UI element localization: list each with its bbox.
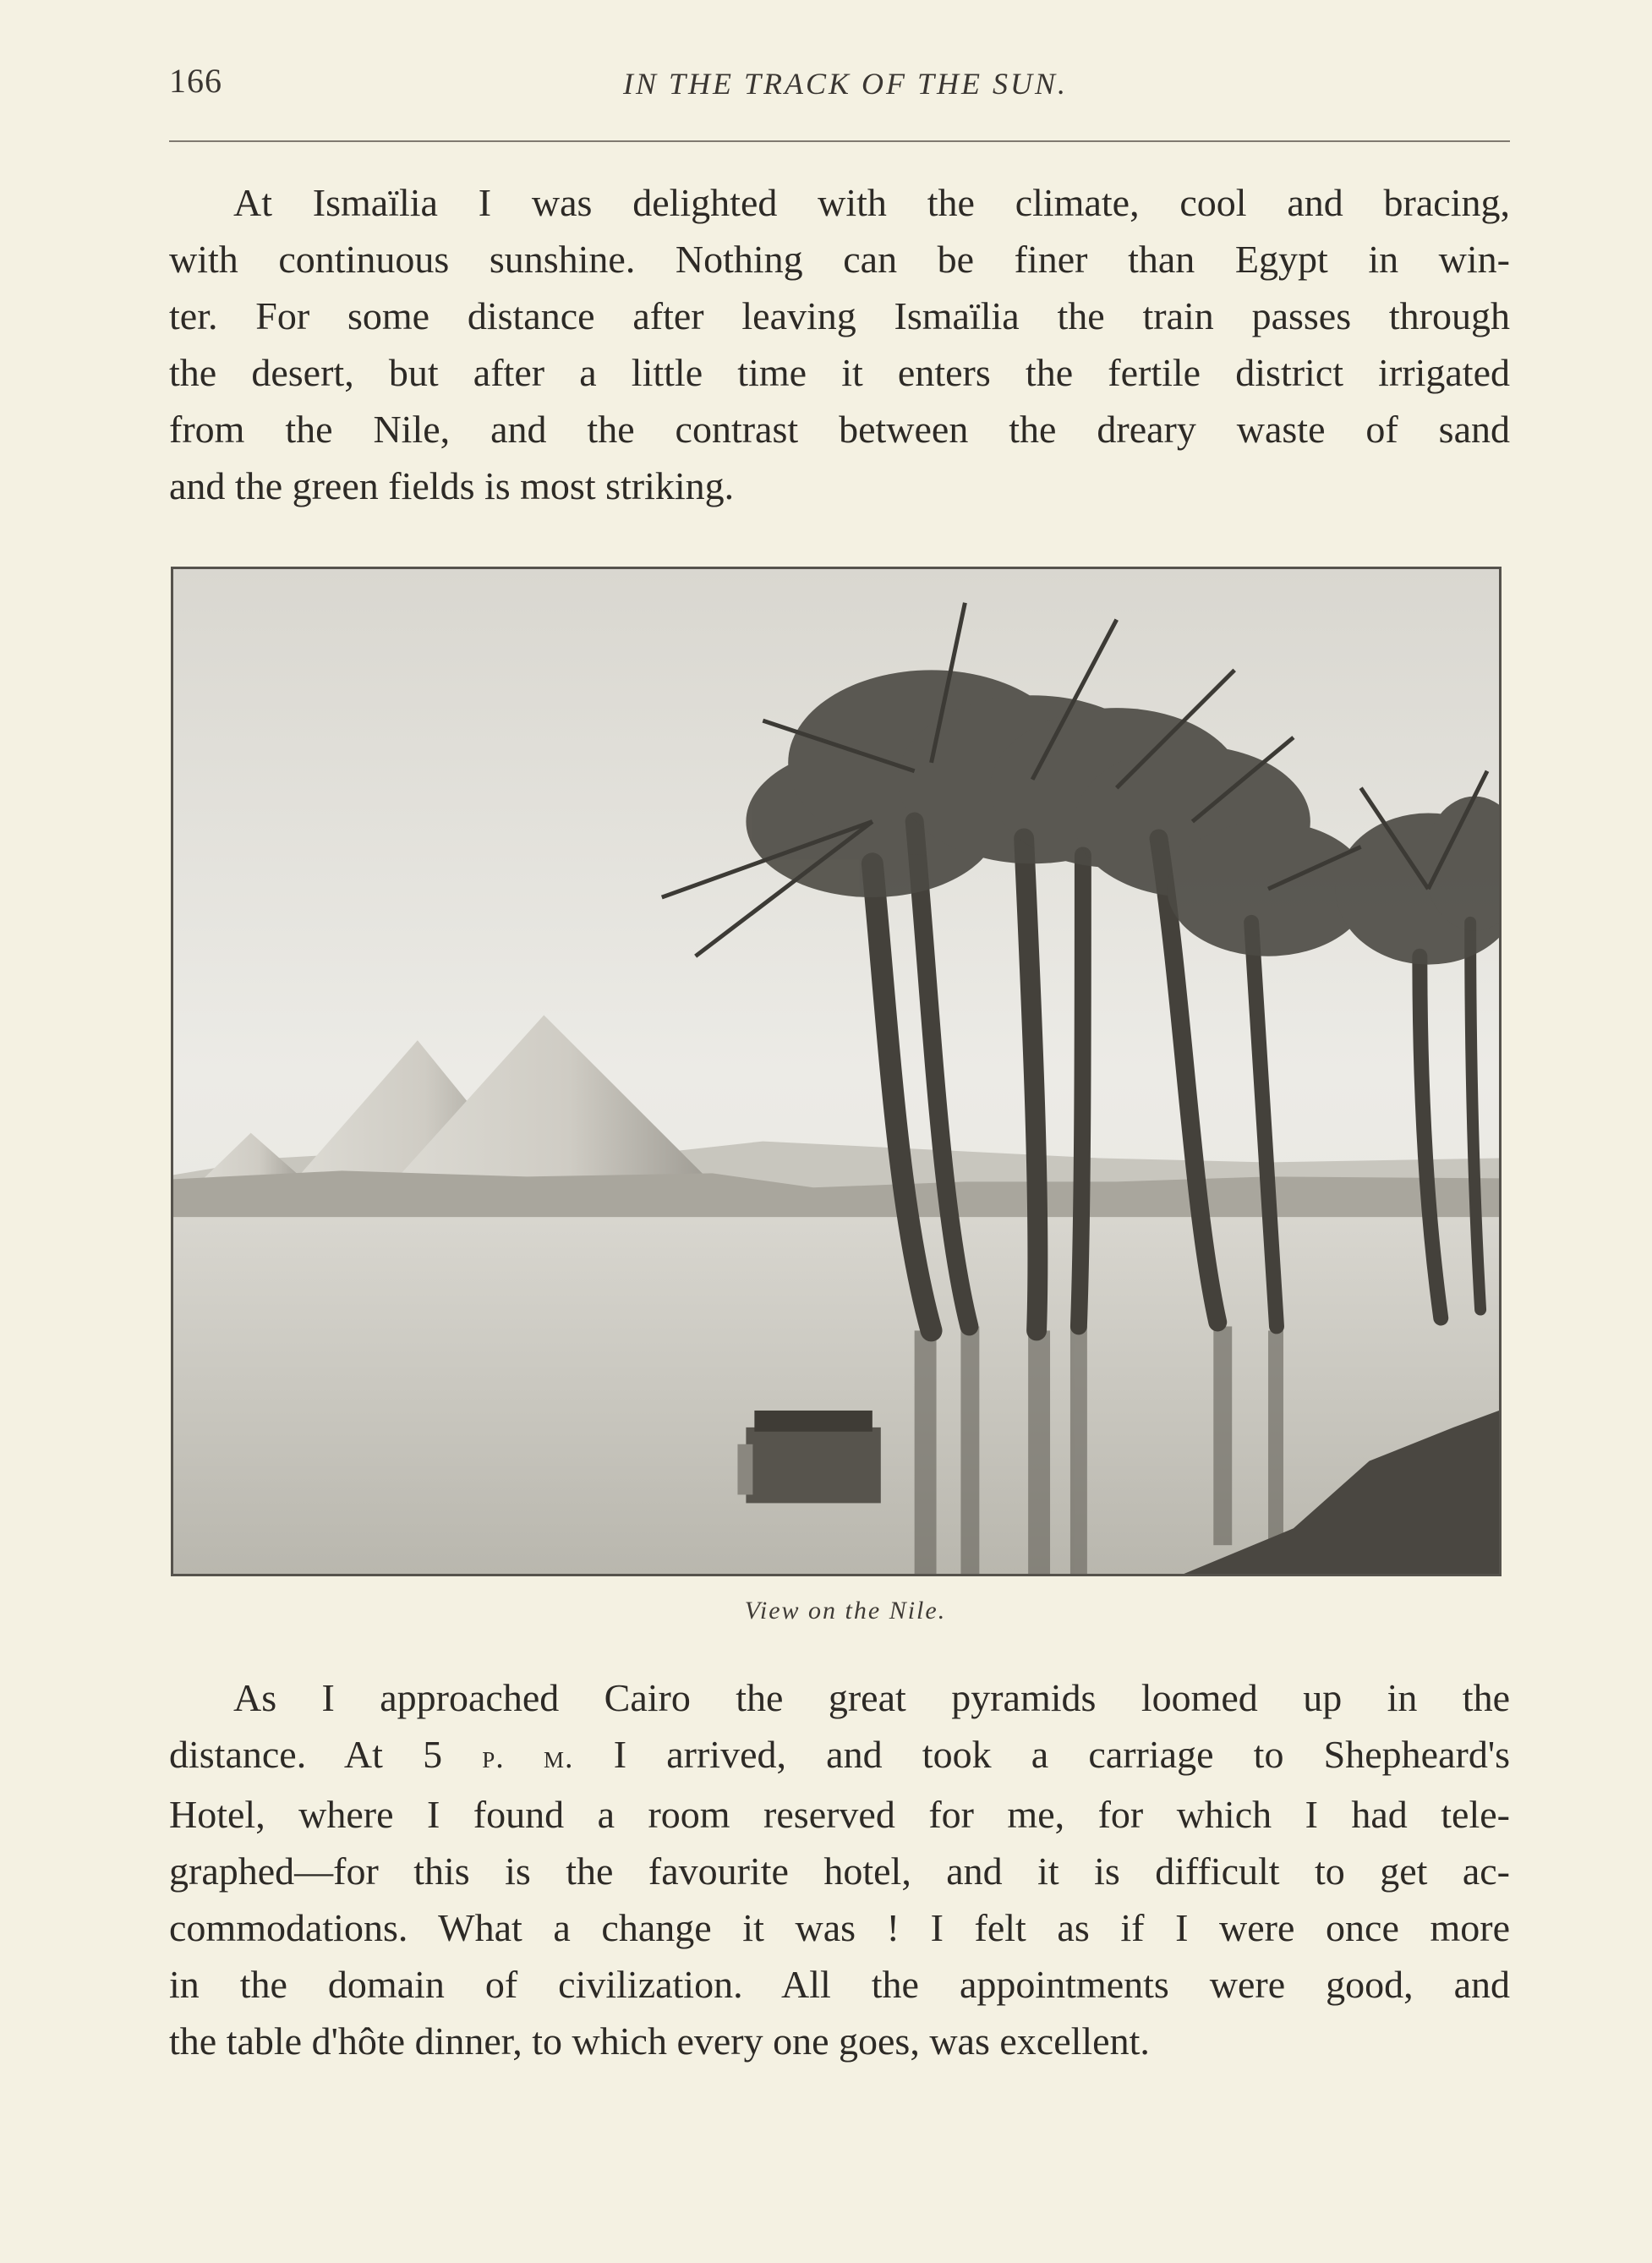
paragraph-cairo bbox=[169, 1669, 1510, 2069]
nile-photograph bbox=[171, 567, 1502, 1576]
text-line: graphed—for this is the favourite hotel, and it is difficult to get ac- bbox=[169, 1849, 1510, 1893]
running-title: IN THE TRACK OF THE SUN. bbox=[622, 67, 1069, 101]
text-line: the desert, but after a little time it enters the fertile district irrigated bbox=[169, 351, 1510, 394]
header-rule bbox=[169, 140, 1510, 142]
paragraph-ismailia bbox=[169, 174, 1510, 514]
text-fragment: distance. At 5 bbox=[169, 1733, 443, 1776]
figure-caption: View on the Nile. bbox=[744, 1597, 947, 1625]
text-line: with continuous sunshine. Nothing can be finer than Egypt in win- bbox=[169, 238, 1510, 281]
text-line bbox=[169, 1726, 1510, 1786]
text-line: ter. For some distance after leaving Ismaïlia the train passes through bbox=[169, 294, 1510, 337]
text-line: and the green fields is most striking. bbox=[169, 464, 735, 507]
boat bbox=[737, 1411, 880, 1503]
nile-water bbox=[173, 1217, 1499, 1574]
text-line: the table d'hôte dinner, to which every one goes, was excellent. bbox=[169, 2019, 1150, 2063]
text-line: As I approached Cairo the great pyramids loomed up in the bbox=[233, 1676, 1510, 1719]
text-fragment: I arrived, and took a carriage to Shepheard's bbox=[613, 1733, 1510, 1776]
text-line: commodations. What a change it was ! I felt as if I were once more bbox=[169, 1906, 1510, 1949]
text-line: At Ismaïlia I was delighted with the climate, cool and bracing, bbox=[233, 181, 1510, 224]
text-line: in the domain of civilization. All the appointments were good, and bbox=[169, 1963, 1510, 2006]
page-number: 166 bbox=[169, 62, 222, 100]
time-smallcaps: p. m. bbox=[482, 1740, 574, 1775]
nile-photograph-svg bbox=[173, 569, 1499, 1574]
text-line: Hotel, where I found a room reserved for me, for which I had tele- bbox=[169, 1793, 1510, 1836]
text-line: from the Nile, and the contrast between the dreary waste of sand bbox=[169, 408, 1510, 451]
